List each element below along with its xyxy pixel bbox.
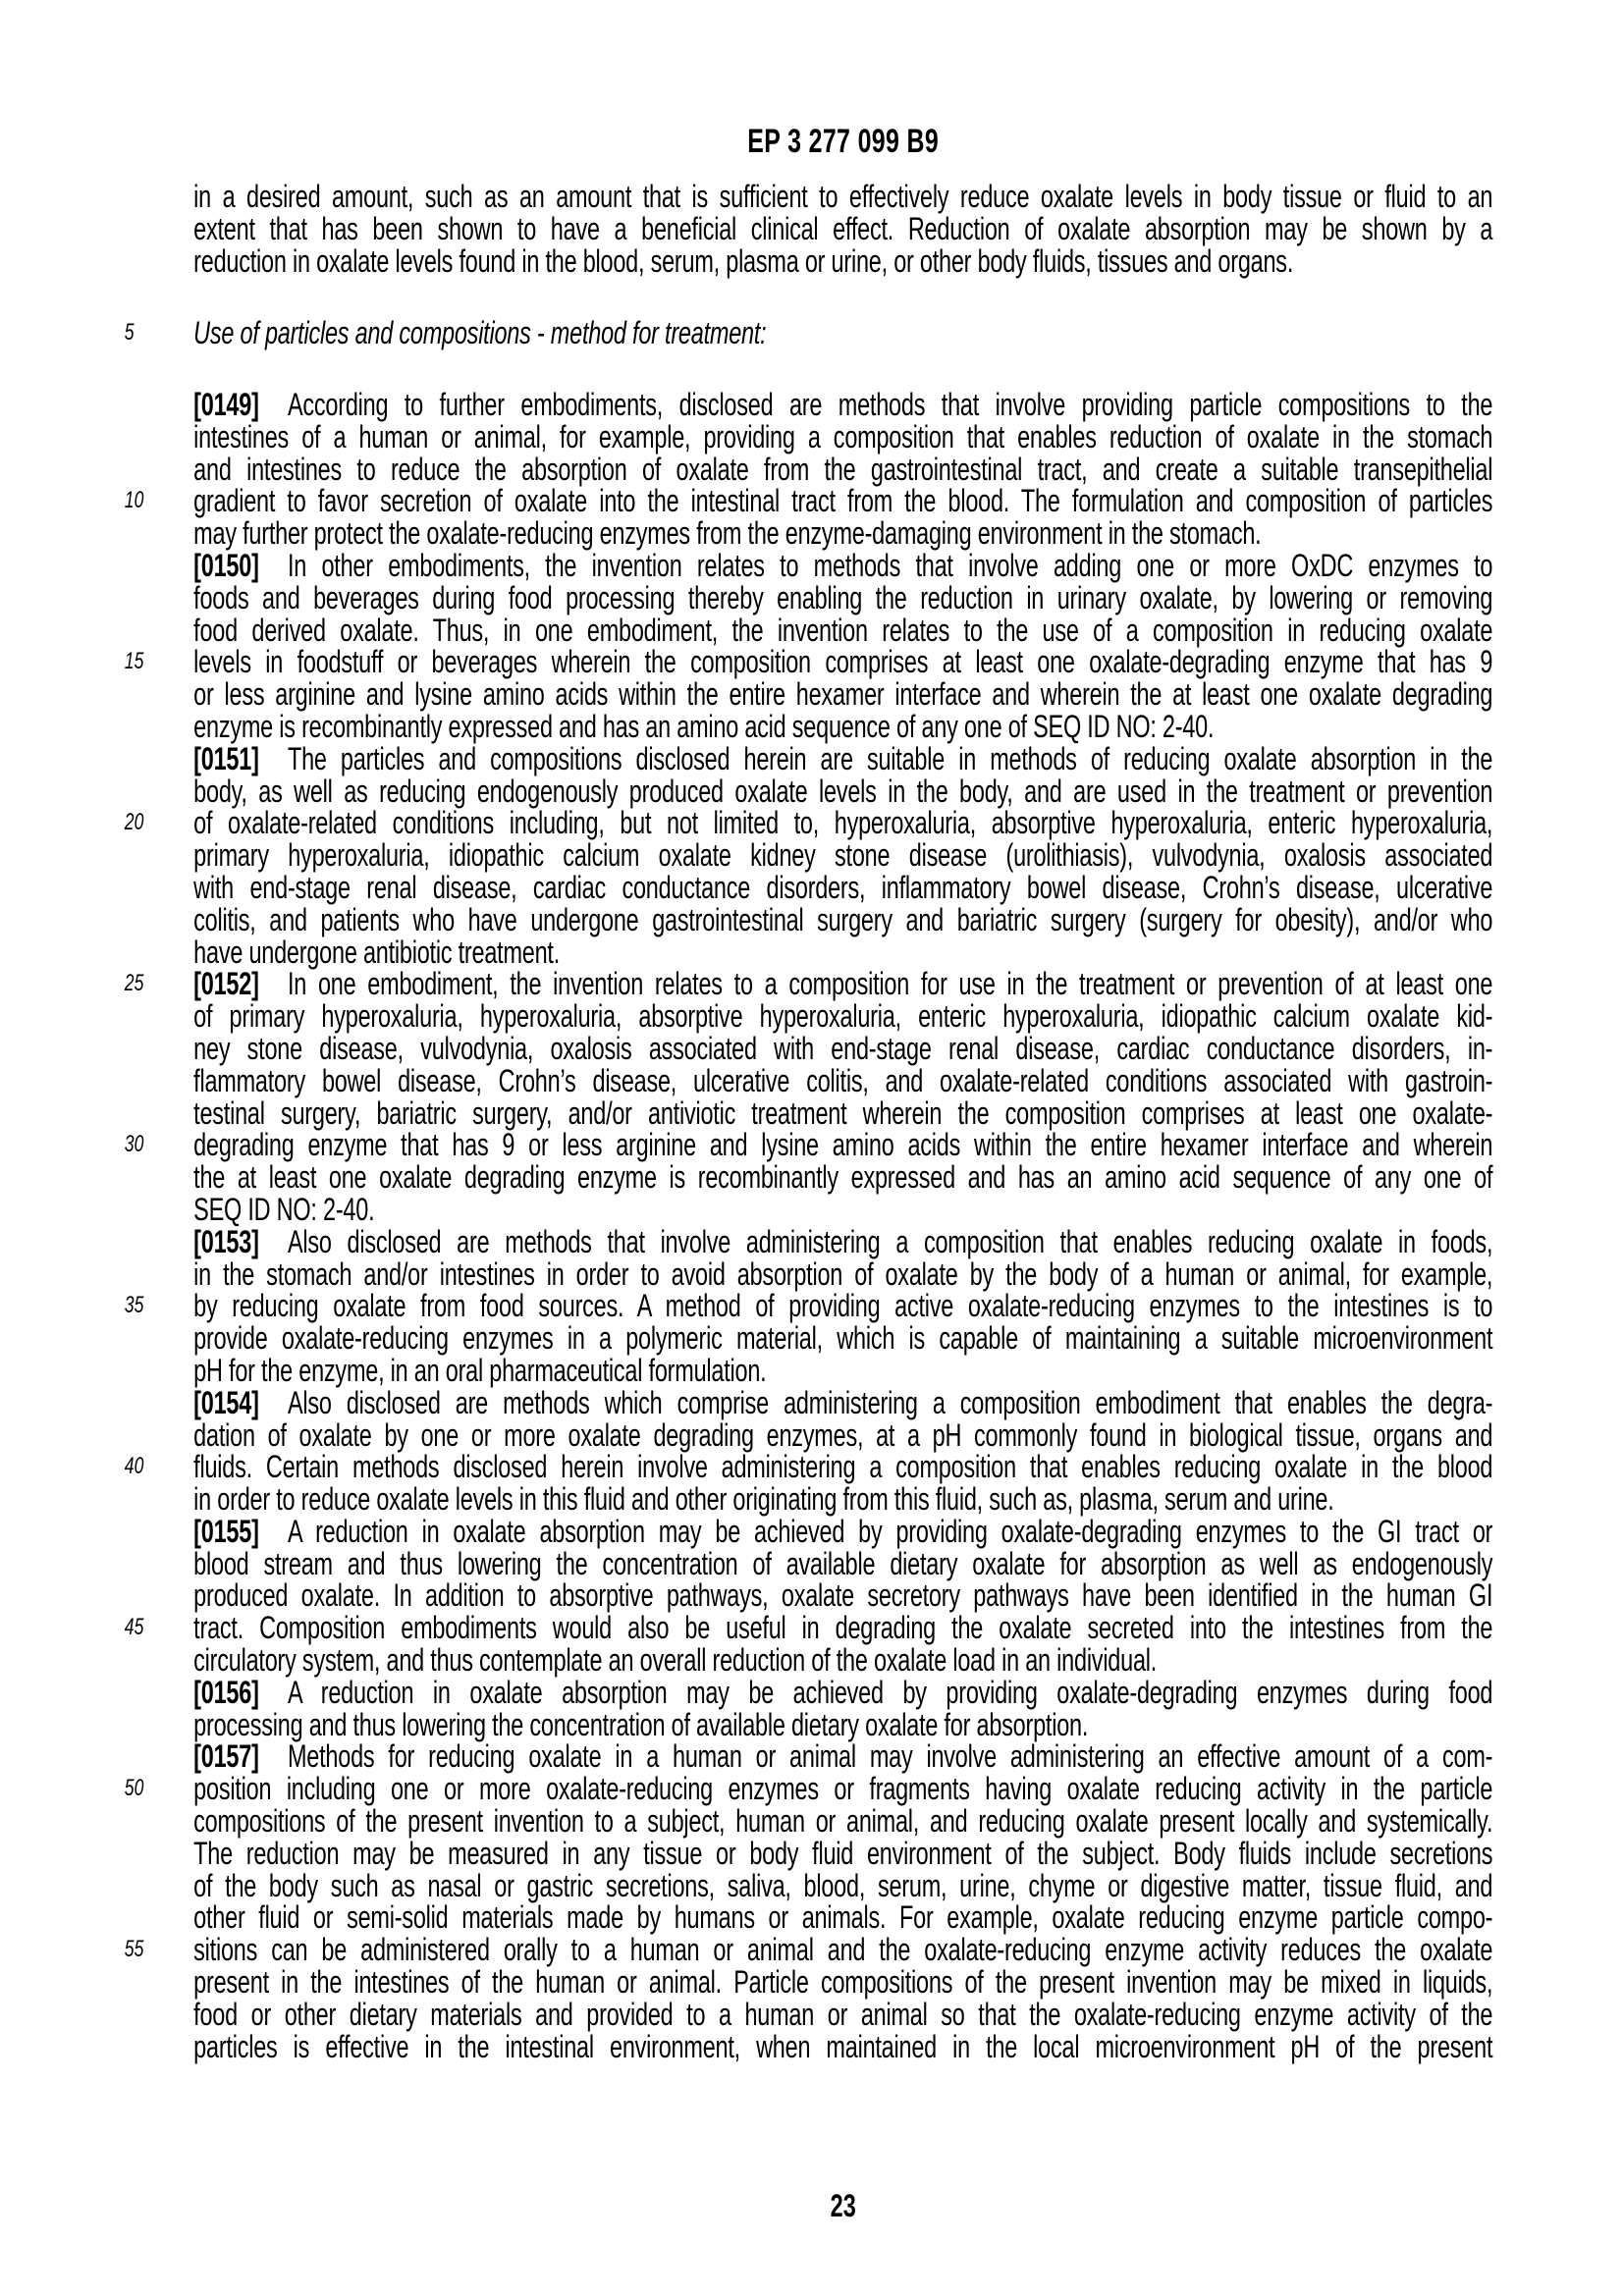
paragraph-number: [0156]	[193, 1674, 259, 1710]
paragraph-text-line: SEQ ID NO: 2-40.	[193, 1191, 375, 1227]
paragraph-number: [0155]	[193, 1513, 259, 1549]
paragraph-text-line: or less arginine and lysine amino acids within the entire hexamer interface and wherein the at least one oxalate degrading	[193, 676, 1493, 713]
paragraph-text-line: circulatory system, and thus contemplate an overall reduction of the oxalate load in an individual.	[193, 1642, 1158, 1679]
paragraph-text-line: fluids. Certain methods disclosed herein involve administering a composition that enables reducing oxalate in the blood	[193, 1449, 1493, 1485]
paragraph-text-line: body, as well as reducing endogenously produced oxalate levels in the body, and are used in the treatment or prevention	[193, 773, 1493, 809]
paragraph-number: [0153]	[193, 1223, 259, 1259]
margin-line-number: 30	[124, 1131, 144, 1158]
paragraph-number: [0157]	[193, 1738, 259, 1775]
paragraph-text-line: [0155] A reduction in oxalate absorption may be achieved by providing oxalate-degrading enzymes to the GI tract or	[193, 1513, 1493, 1549]
paragraph-text-line: blood stream and thus lowering the concentration of available dietary oxalate for absorption as well as endogenously	[193, 1545, 1493, 1581]
paragraph-text-line: sitions can be administered orally to a human or animal and the oxalate-reducing enzyme activity reduces the oxalate	[193, 1932, 1493, 1968]
paragraph-text-line: with end-stage renal disease, cardiac conductance disorders, inflammatory bowel disease, Crohn’s disease, ulcerative	[193, 869, 1493, 905]
paragraph-text-line: [0151] The particles and compositions disclosed herein are suitable in methods of reducing oxalate absorption in the	[193, 740, 1493, 776]
paragraph-text-line: [0150] In other embodiments, the invention relates to methods that involve adding one or more OxDC enzymes to	[193, 547, 1493, 583]
paragraph-text-line: levels in foodstuff or beverages wherein the composition comprises at least one oxalate-degrading enzyme that has 9	[193, 644, 1493, 680]
paragraph-number: [0149]	[193, 387, 259, 422]
paragraph-text-line: particles is effective in the intestinal environment, when maintained in the local microenvironment pH of the present	[193, 2028, 1493, 2064]
margin-line-number: 5	[124, 319, 135, 346]
paragraph-text-line: have undergone antibiotic treatment.	[193, 934, 561, 970]
numbered-paragraphs-block	[193, 389, 1492, 2062]
paragraph-text-line: in order to reduce oxalate levels in this fluid and other originating from this fluid, such as, plasma, serum and urine.	[193, 1481, 1334, 1518]
paragraph-text-line: ney stone disease, vulvodynia, oxalosis associated with end-stage renal disease, cardiac conductance disorders, in-	[193, 1030, 1493, 1066]
paragraph-text-line: foods and beverages during food processing thereby enabling the reduction in urinary oxalate, by lowering or removing	[193, 579, 1493, 615]
paragraph-text-line: The reduction may be measured in any tissue or body fluid environment of the subject. Body fluids include secretions	[193, 1835, 1493, 1871]
paragraph-number: [0154]	[193, 1384, 259, 1420]
paragraph-text-line: [0152] In one embodiment, the invention relates to a composition for use in the treatment or prevention of at least one	[193, 966, 1493, 1002]
paragraph-number: [0151]	[193, 740, 259, 776]
paragraph-text-line: of primary hyperoxaluria, hyperoxaluria, absorptive hyperoxaluria, enteric hyperoxaluria, idiopathic calcium oxalate kid-	[193, 998, 1493, 1035]
margin-line-number: 55	[124, 1936, 144, 1963]
paragraph-text-line: [0149] According to further embodiments, disclosed are methods that involve providing particle compositions to the	[193, 387, 1493, 422]
paragraph-text-line: [0154] Also disclosed are methods which comprise administering a composition embodiment that enables the degra-	[193, 1384, 1493, 1420]
paragraph-text-line: food derived oxalate. Thus, in one embodiment, the invention relates to the use of a composition in reducing oxalate	[193, 612, 1493, 648]
paragraph-text-line: gradient to favor secretion of oxalate into the intestinal tract from the blood. The formulation and composition of particles	[193, 483, 1493, 519]
intro-text-line: in a desired amount, such as an amount that is sufficient to effectively reduce oxalate levels in body tissue or fluid to an	[193, 179, 1493, 214]
paragraph-text-line: produced oxalate. In addition to absorptive pathways, oxalate secretory pathways have been identified in the human GI	[193, 1577, 1493, 1614]
paragraph-text-line: colitis, and patients who have undergone gastrointestinal surgery and bariatric surgery (surgery for obesity), and/or who	[193, 901, 1493, 937]
margin-line-number: 20	[124, 809, 144, 836]
margin-line-number: 50	[124, 1775, 144, 1802]
margin-line-number: 35	[124, 1292, 144, 1319]
paragraph-text-line: flammatory bowel disease, Crohn’s disease, ulcerative colitis, and oxalate-related conditions associated with gastroin-	[193, 1062, 1493, 1098]
paragraph-number: [0152]	[193, 966, 259, 1002]
intro-text-line: extent that has been shown to have a beneficial clinical effect. Reduction of oxalate absorption may be shown by a	[193, 210, 1493, 246]
paragraph-text-line: tract. Composition embodiments would also be useful in degrading the oxalate secreted into the intestines from the	[193, 1610, 1493, 1646]
paragraph-text-line: dation of oxalate by one or more oxalate degrading enzymes, at a pH commonly found in biological tissue, organs and	[193, 1416, 1493, 1453]
section-heading: Use of particles and compositions - method for treatment:	[193, 315, 767, 350]
paragraph-text-line: processing and thus lowering the concentration of available dietary oxalate for absorption.	[193, 1706, 1089, 1742]
intro-text-line: reduction in oxalate levels found in the blood, serum, plasma or urine, or other body fluids, tissues and organs.	[193, 242, 1294, 279]
publication-number-header: EP 3 277 099 B9	[747, 123, 940, 160]
margin-line-number: 25	[124, 970, 144, 997]
intro-paragraph	[193, 181, 1492, 277]
paragraph-text-line: of oxalate-related conditions including, but not limited to, hyperoxaluria, absorptive hyperoxaluria, enteric hyperoxaluria,	[193, 805, 1493, 841]
margin-line-number: 40	[124, 1453, 144, 1480]
paragraph-text-line: intestines of a human or animal, for example, providing a composition that enables reduction of oxalate in the stomach	[193, 418, 1493, 454]
paragraph-text-line: of the body such as nasal or gastric secretions, saliva, blood, serum, urine, chyme or digestive matter, tissue fluid, and	[193, 1867, 1493, 1903]
paragraph-text-line: primary hyperoxaluria, idiopathic calcium oxalate kidney stone disease (urolithiasis), vulvodynia, oxalosis associated	[193, 837, 1493, 874]
paragraph-text-line: and intestines to reduce the absorption of oxalate from the gastrointestinal tract, and create a suitable transepithelial	[193, 451, 1493, 487]
paragraph-text-line: the at least one oxalate degrading enzyme is recombinantly expressed and has an amino acid sequence of any one of	[193, 1159, 1493, 1196]
paragraph-text-line: enzyme is recombinantly expressed and has an amino acid sequence of any one of SEQ ID NO: 2-40.	[193, 708, 1215, 744]
paragraph-text-line: degrading enzyme that has 9 or less arginine and lysine amino acids within the entire hexamer interface and wherein	[193, 1127, 1493, 1163]
paragraph-text-line: [0153] Also disclosed are methods that involve administering a composition that enables reducing oxalate in foods,	[193, 1223, 1493, 1259]
paragraph-text-line: may further protect the oxalate-reducing enzymes from the enzyme-damaging environment in the stomach.	[193, 515, 1262, 552]
paragraph-text-line: testinal surgery, bariatric surgery, and/or antiviotic treatment wherein the composition comprises at least one oxalate-	[193, 1095, 1493, 1131]
paragraph-text-line: pH for the enzyme, in an oral pharmaceutical formulation.	[193, 1352, 767, 1388]
paragraph-text-line: in the stomach and/or intestines in order to avoid absorption of oxalate by the body of a human or animal, for example,	[193, 1255, 1493, 1292]
margin-line-number: 10	[124, 487, 144, 514]
margin-line-number: 45	[124, 1614, 144, 1641]
paragraph-text-line: position including one or more oxalate-reducing enzymes or fragments having oxalate reducing activity in the particle	[193, 1771, 1493, 1807]
paragraph-text-line: [0157] Methods for reducing oxalate in a human or animal may involve administering an effective amount of a com-	[193, 1738, 1493, 1775]
paragraph-text-line: by reducing oxalate from food sources. A method of providing active oxalate-reducing enzymes to the intestines is to	[193, 1288, 1493, 1324]
margin-line-number: 15	[124, 648, 144, 675]
paragraph-number: [0150]	[193, 547, 259, 583]
paragraph-text-line: food or other dietary materials and provided to a human or animal so that the oxalate-reducing enzyme activity of the	[193, 1996, 1493, 2032]
paragraph-text-line: compositions of the present invention to a subject, human or animal, and reducing oxalate present locally and systemically.	[193, 1803, 1493, 1840]
paragraph-text-line: other fluid or semi-solid materials made by humans or animals. For example, oxalate reducing enzyme particle compo-	[193, 1899, 1493, 1936]
paragraph-text-line: present in the intestines of the human or animal. Particle compositions of the present invention may be mixed in liquids,	[193, 1964, 1493, 2001]
paragraph-text-line: provide oxalate-reducing enzymes in a polymeric material, which is capable of maintaining a suitable microenvironment	[193, 1320, 1493, 1357]
page-number: 23	[830, 2188, 856, 2223]
paragraph-text-line: [0156] A reduction in oxalate absorption may be achieved by providing oxalate-degrading enzymes during food	[193, 1674, 1493, 1710]
